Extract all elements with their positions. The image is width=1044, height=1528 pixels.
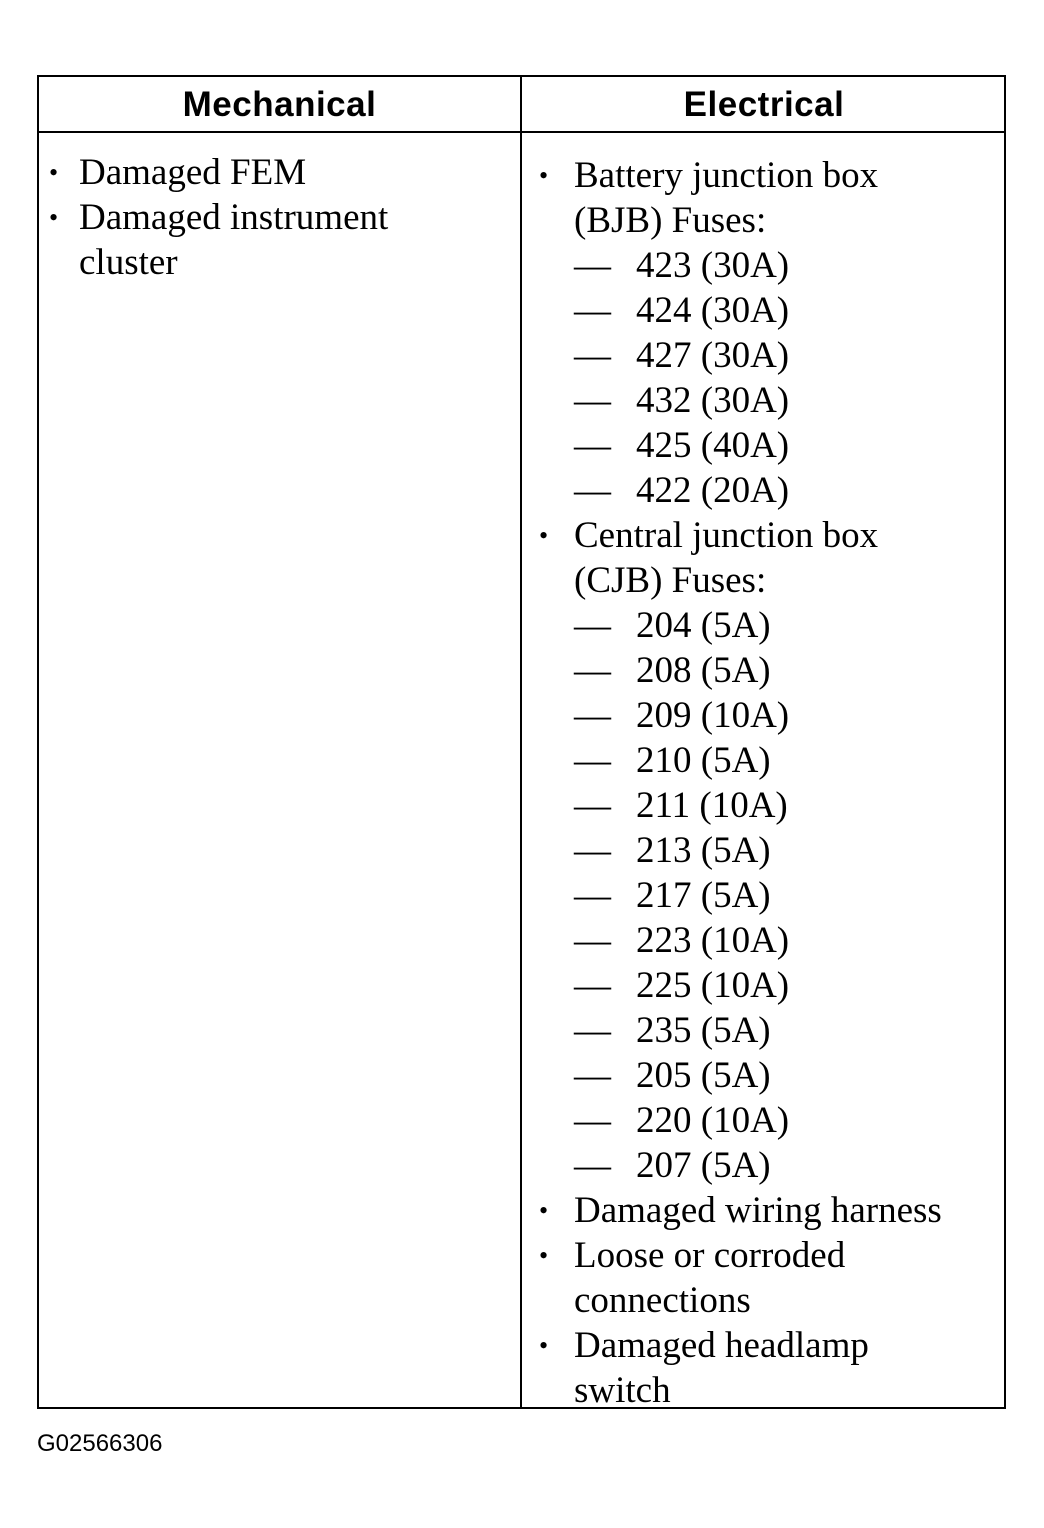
list-item: [39, 150, 514, 195]
bullet-icon: •: [539, 1196, 549, 1225]
dash-icon: —: [574, 830, 611, 871]
bjb-fuse-list: [574, 243, 1002, 513]
dash-icon: —: [574, 425, 611, 466]
fuse-item: [574, 873, 1002, 918]
bullet-icon: •: [539, 1331, 549, 1360]
dash-icon: —: [574, 920, 611, 961]
bjb-title: Battery junction box (BJB) Fuses:: [574, 155, 879, 241]
item-text: Damaged FEM: [79, 152, 307, 193]
dash-icon: —: [574, 470, 611, 511]
dash-icon: —: [574, 785, 611, 826]
fuse-item: [574, 1053, 1002, 1098]
fuse-label: 422 (20A): [636, 470, 790, 511]
bullet-icon: •: [49, 158, 59, 187]
cjb-title: Central junction box (CJB) Fuses:: [574, 515, 879, 601]
fuse-label: 425 (40A): [636, 425, 790, 466]
list-item: [522, 1188, 1002, 1233]
fuse-label: 211 (10A): [636, 785, 788, 826]
fuse-label: 209 (10A): [636, 695, 790, 736]
dash-icon: —: [574, 965, 611, 1006]
fuse-item: [574, 828, 1002, 873]
dash-icon: —: [574, 695, 611, 736]
fuse-item: [574, 963, 1002, 1008]
fuse-item: [574, 1008, 1002, 1053]
fuse-label: 217 (5A): [636, 875, 771, 916]
fuse-item: [574, 603, 1002, 648]
item-text: Loose or corroded connections: [574, 1235, 846, 1321]
list-item-bjb: [522, 153, 1002, 513]
list-item: [522, 1233, 1002, 1323]
dash-icon: —: [574, 1010, 611, 1051]
dash-icon: —: [574, 1055, 611, 1096]
list-item: [39, 195, 514, 285]
fuse-label: 432 (30A): [636, 380, 790, 421]
mechanical-list: [39, 150, 514, 285]
dash-icon: —: [574, 245, 611, 286]
fuse-label: 205 (5A): [636, 1055, 771, 1096]
fuse-label: 223 (10A): [636, 920, 790, 961]
cjb-fuse-list: [574, 603, 1002, 1188]
fuse-item: [574, 693, 1002, 738]
fuse-label: 225 (10A): [636, 965, 790, 1006]
dash-icon: —: [574, 875, 611, 916]
fuse-label: 427 (30A): [636, 335, 790, 376]
fuse-item: [574, 738, 1002, 783]
fuse-item: [574, 783, 1002, 828]
fuse-item: [574, 288, 1002, 333]
fuse-label: 208 (5A): [636, 650, 771, 691]
fuse-item: [574, 243, 1002, 288]
electrical-header: Electrical: [683, 85, 845, 124]
dash-icon: —: [574, 605, 611, 646]
fuse-label: 210 (5A): [636, 740, 771, 781]
fuse-item: [574, 648, 1002, 693]
dash-icon: —: [574, 290, 611, 331]
fuse-label: 204 (5A): [636, 605, 771, 646]
dash-icon: —: [574, 1145, 611, 1186]
fuse-item: [574, 1098, 1002, 1143]
dash-icon: —: [574, 650, 611, 691]
fuse-label: 213 (5A): [636, 830, 771, 871]
bullet-icon: •: [539, 161, 549, 190]
dash-icon: —: [574, 380, 611, 421]
item-text: Damaged wiring harness: [574, 1190, 942, 1231]
mechanical-header: Mechanical: [182, 85, 377, 124]
fuse-label: 235 (5A): [636, 1010, 771, 1051]
fuse-item: [574, 333, 1002, 378]
item-text: Damaged headlamp switch: [574, 1325, 869, 1411]
item-text: Damaged instrument cluster: [79, 197, 389, 283]
fuse-label: 220 (10A): [636, 1100, 790, 1141]
fuse-item: [574, 378, 1002, 423]
figure-code: G02566306: [37, 1430, 163, 1457]
fuse-item: [574, 918, 1002, 963]
fuse-label: 207 (5A): [636, 1145, 771, 1186]
bullet-icon: •: [539, 1241, 549, 1270]
bullet-icon: •: [539, 521, 549, 550]
dash-icon: —: [574, 1100, 611, 1141]
fuse-item: [574, 1143, 1002, 1188]
fuse-label: 424 (30A): [636, 290, 790, 331]
fuse-item: [574, 468, 1002, 513]
dash-icon: —: [574, 335, 611, 376]
electrical-list: [522, 153, 1002, 1413]
list-item-cjb: [522, 513, 1002, 1188]
list-item: [522, 1323, 1002, 1413]
fuse-label: 423 (30A): [636, 245, 790, 286]
cause-table: [37, 75, 1006, 1409]
fuse-item: [574, 423, 1002, 468]
dash-icon: —: [574, 740, 611, 781]
bullet-icon: •: [49, 203, 59, 232]
